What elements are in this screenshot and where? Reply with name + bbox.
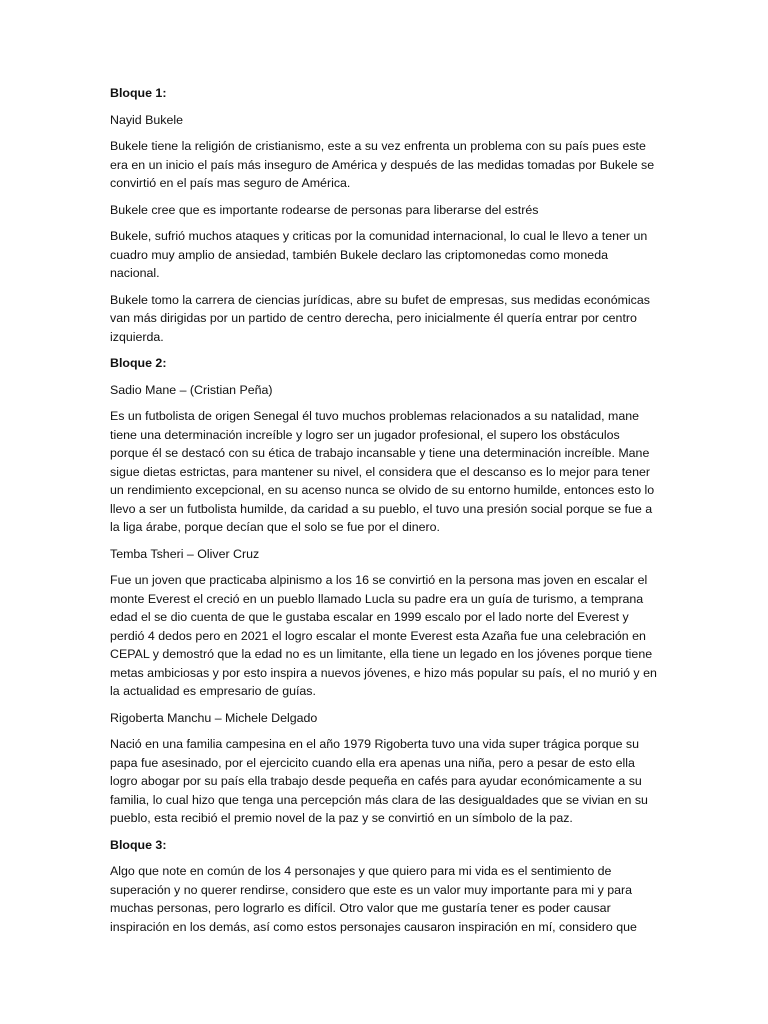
subject-name-mane: Sadio Mane – (Cristian Peña) — [110, 382, 273, 397]
paragraph: Bukele, sufrió muchos ataques y criticas por la comunidad internacional, lo cual le llevo a tener un cuadro muy amplio de ansiedad, también Bukele declaro las criptomonedas como moneda nacional. — [110, 229, 648, 280]
subject-name-tsheri: Temba Tsheri – Oliver Cruz — [110, 546, 260, 561]
paragraph: Algo que note en común de los 4 personajes y que quiero para mi vida es el sentimiento de superación y no querer rendirse, considero que este es un valor muy importante para mi y para muchas personas, pero lograrlo es difícil. Otro valor que me gustaría tener es poder causar inspiración en los demás, así como estos personajes causaron inspiración en mí, considero que — [110, 864, 637, 934]
subject-name-bukele: Nayid Bukele — [110, 112, 184, 127]
paragraph: Nació en una familia campesina en el año 1979 Rigoberta tuvo una vida super trágica porque su papa fue asesinado, por el ejercicito cuando ella era apenas una niña, pero a pesar de esto ella logro abogar por su país ella trabajo desde pequeña en cafés para ayudar económicamente a su familia, lo cual hizo que tenga una percepción más clara de las desigualdades que se vivian en su pueblo, esta recibió el premio novel de la paz y se convirtió en un símbolo de la paz. — [110, 737, 648, 825]
paragraph: Es un futbolista de origen Senegal él tuvo muchos problemas relacionados a su natalidad, mane tiene una determinación increíble y logro ser un jugador profesional, el supero los obstáculos porque él se destacó con su ética de trabajo incansable y tiene una determinación increíble. Mane sigue dietas estrictas, para mantener su nivel, el considera que el descanso es lo mejor para tener un rendimiento excepcional, en su acenso nunca se olvido de su entorno humilde, entonces esto lo llevo a ser un futbolista humilde, da caridad a su pueblo, el tuvo una presión social porque se fue a la liga árabe, porque decían que el solo se fue por el dinero. — [110, 409, 655, 534]
paragraph: Bukele tiene la religión de cristianismo, este a su vez enfrenta un problema con su país pues este era en un inicio el país más inseguro de América y después de las medidas tomadas por Bukele se convirtió en el país mas seguro de América. — [110, 139, 655, 190]
section-heading-bloque-1: Bloque 1: — [110, 86, 167, 100]
document-page — [110, 84, 660, 944]
section-heading-bloque-2: Bloque 2: — [110, 356, 167, 370]
paragraph: Fue un joven que practicaba alpinismo a los 16 se convirtió en la persona mas joven en escalar el monte Everest el creció en un pueblo llamado Lucla su padre era un guía de turismo, a temprana edad el se dio cuenta de que le gustaba escalar en 1999 escalo por el lado norte del Everest y perdió 4 dedos pero en 2021 el logro escalar el monte Everest esta Azaña fue una celebración en CEPAL y demostró que la edad no es un limitante, ella tiene un legado en los jóvenes porque tiene metas ambiciosas y por esto inspira a nuevos jóvenes, e hizo más popular su país, el no murió y en la actualidad es empresario de guías. — [110, 573, 657, 698]
section-heading-bloque-3: Bloque 3: — [110, 837, 167, 852]
paragraph: Bukele cree que es importante rodearse de personas para liberarse del estrés — [110, 202, 539, 217]
paragraph: Bukele tomo la carrera de ciencias jurídicas, abre su bufet de empresas, sus medidas económicas van más dirigidas por un partido de centro derecha, pero inicialmente él quería entrar por centro izquierda. — [110, 292, 650, 344]
subject-name-manchu: Rigoberta Manchu – Michele Delgado — [110, 710, 318, 725]
